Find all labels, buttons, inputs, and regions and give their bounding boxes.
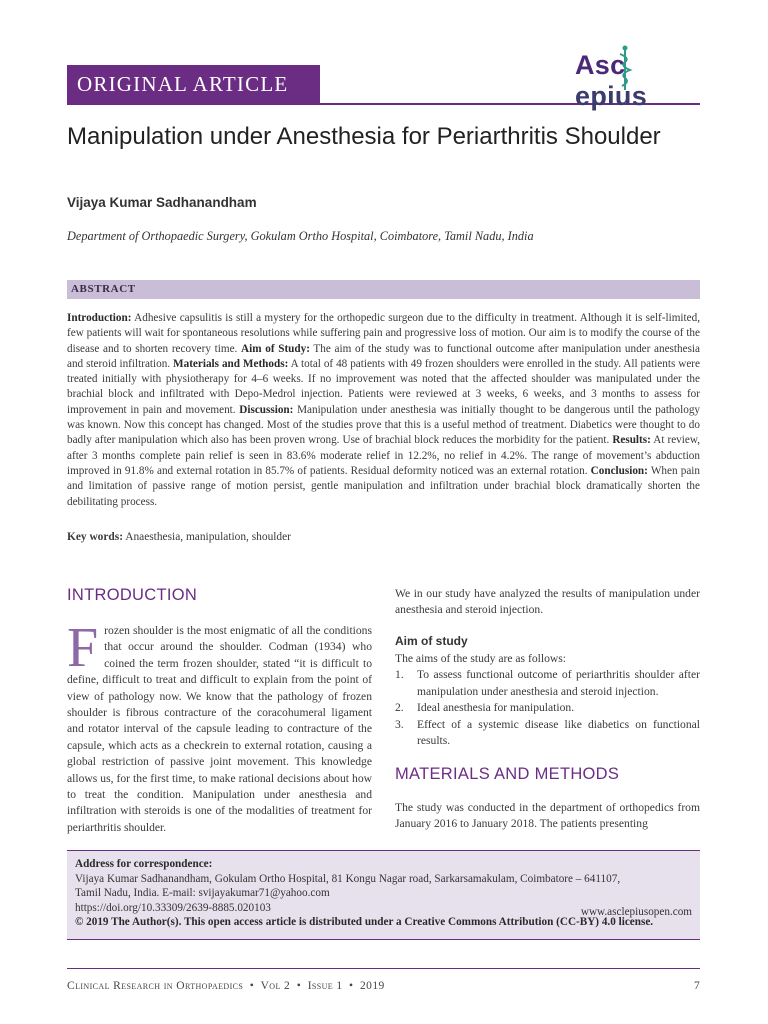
correspondence-title: Address for correspondence:	[75, 858, 213, 870]
abstract-intro-label: Introduction:	[67, 312, 132, 324]
correspondence-box	[67, 850, 700, 940]
list-number: 1.	[395, 668, 404, 682]
abstract-methods-label: Materials and Methods:	[173, 357, 289, 370]
abstract-intro: Adhesive capsulitis is still a mystery for the orthopedic surgeon due to the difficulty in treatment. Although it is self-limited, few patients will wait for spontaneous resolutions while suffering pain and progressive loss of motion. Our aim is to modify the course of the disease and to shorten recovery time.	[67, 312, 700, 355]
author-affiliation: Department of Orthopaedic Surgery, Gokulam Ortho Hospital, Coimbatore, Tamil Nadu, India	[67, 229, 534, 243]
list-item	[395, 667, 700, 700]
author-name: Vijaya Kumar Sadhanandham	[67, 195, 257, 210]
license-note: © 2019 The Author(s). This open access article is distributed under a Creative Commons Attribution (CC-BY) 4.0 license.	[75, 916, 654, 929]
logo-suffix: epius	[575, 81, 648, 111]
abstract-heading: ABSTRACT	[67, 280, 700, 299]
materials-text: The study was conducted in the department of orthopedics from January 2016 to January 2018. The patients presenting	[395, 801, 700, 831]
abstract-aim-label: Aim of Study:	[241, 342, 310, 355]
caduceus-icon	[617, 44, 633, 92]
materials-heading: MATERIALS AND METHODS	[395, 765, 620, 783]
introduction-text: rozen shoulder is the most enigmatic of all the conditions that occur around the shoulder. Codman (1934) who coined the term frozen shoulder, stated “it is difficult to define, difficult to treat and difficult to explain from the point of view of pathology now. We know that the pathology of frozen shoulder is fibrous contracture of the coracohumeral ligament and rotator interval of the capsule leading to contracture of the capsule, which acts as a checkrein to external rotation, causing a global restriction of passive joint movement. This knowledge allows us, for the first time, to make rational decisions about how to treat the condition. Manipulation under anesthesia and infiltration with steroids is one of the modalities of treatment for periarthritis shoulder.	[67, 624, 372, 834]
abstract-methods: A total of 48 patients with 49 frozen shoulders were enrolled in the study. All patients were treated initially with physiotherapy for 4–6 weeks. If no improvement was noted that the affected shoulder was manipulated under the brachial block and infiltrated with Depo-Medrol injection. Patients were reviewed at 3 weeks, 6 weeks, and 3 months to assess for improvement in pain and movement.	[67, 357, 700, 416]
abstract-discussion-label: Discussion:	[239, 403, 294, 416]
article-type-banner: ORIGINAL ARTICLE	[67, 65, 320, 103]
list-text: Ideal anesthesia for manipulation.	[417, 701, 575, 715]
website-link[interactable]: www.asclepiusopen.com	[580, 906, 692, 918]
correspondence-address: Vijaya Kumar Sadhanandham, Gokulam Ortho Hospital, 81 Kongu Nagar road, Sarkarsamakulam, Coimbatore – 641107,	[75, 872, 621, 885]
page-number: 7	[694, 980, 700, 992]
aim-of-study-heading: Aim of study	[395, 634, 468, 648]
dropcap-letter: F	[67, 617, 99, 679]
keywords-text: Anaesthesia, manipulation, shoulder	[123, 531, 291, 543]
keywords	[67, 531, 291, 543]
abstract-discussion: Manipulation under anesthesia was initially thought to be dangerous until the pathology was known. Now this concept has changed. Most of the studies prove that this is a useful method of treatment. Diabetics were thought to do badly after manipulation which also has been proven wrong. Use of brachial block reduces the morbidity for the patient.	[67, 403, 701, 447]
list-number: 2.	[395, 701, 404, 715]
abstract-conclusion: When pain and limitation of passive range of motion persist, gentle manipulation and infiltration under brachial block dramatically shorten the debilitating process.	[67, 464, 700, 508]
aim-lead: The aims of the study are as follows:	[395, 652, 566, 665]
list-item	[395, 717, 700, 750]
abstract-results-label: Results:	[612, 434, 651, 447]
abstract-results: At review, after 3 months complete pain relief is seen in 83.6% moderate relief in 12.2%, no relief in 4.2%. The range of movement’s abduction improved in 91.8% and external rotation in 85.7% of patients. Residual deformity noticed was an external rotation.	[67, 434, 700, 477]
aim-list	[395, 667, 700, 749]
correspondence-email: Tamil Nadu, India. E-mail: svijayakumar71@yahoo.com	[75, 887, 330, 900]
list-text: To assess functional outcome of periarthritis shoulder after manipulation under anesthesia and steroid injection.	[417, 668, 700, 698]
introduction-body	[67, 617, 372, 836]
list-text: Effect of a systemic disease like diabetics on functional results.	[417, 717, 700, 748]
footer-divider	[67, 968, 700, 969]
abstract-body	[67, 311, 700, 510]
logo-prefix: Asc	[575, 50, 626, 80]
abstract-conclusion-label: Conclusion:	[590, 464, 648, 477]
journal-footer: Clinical Research in Orthopaedics • Vol 2 • Issue 1 • 2019	[67, 980, 385, 992]
list-item	[395, 700, 700, 716]
introduction-heading: INTRODUCTION	[67, 586, 198, 604]
article-title: Manipulation under Anesthesia for Periarthritis Shoulder	[67, 123, 661, 150]
keywords-label: Key words:	[67, 531, 123, 543]
list-number: 3.	[395, 717, 404, 731]
publisher-logo	[575, 50, 700, 111]
aim-of-study-block	[395, 651, 700, 749]
doi-link[interactable]: https://doi.org/10.33309/2639-8885.020103	[75, 901, 271, 914]
abstract-aim: The aim of the study was to functional outcome after manipulation under anesthesia and steroid infiltration.	[67, 342, 701, 370]
introduction-continued: We in our study have analyzed the results of manipulation under anesthesia and steroid injection.	[395, 587, 700, 617]
